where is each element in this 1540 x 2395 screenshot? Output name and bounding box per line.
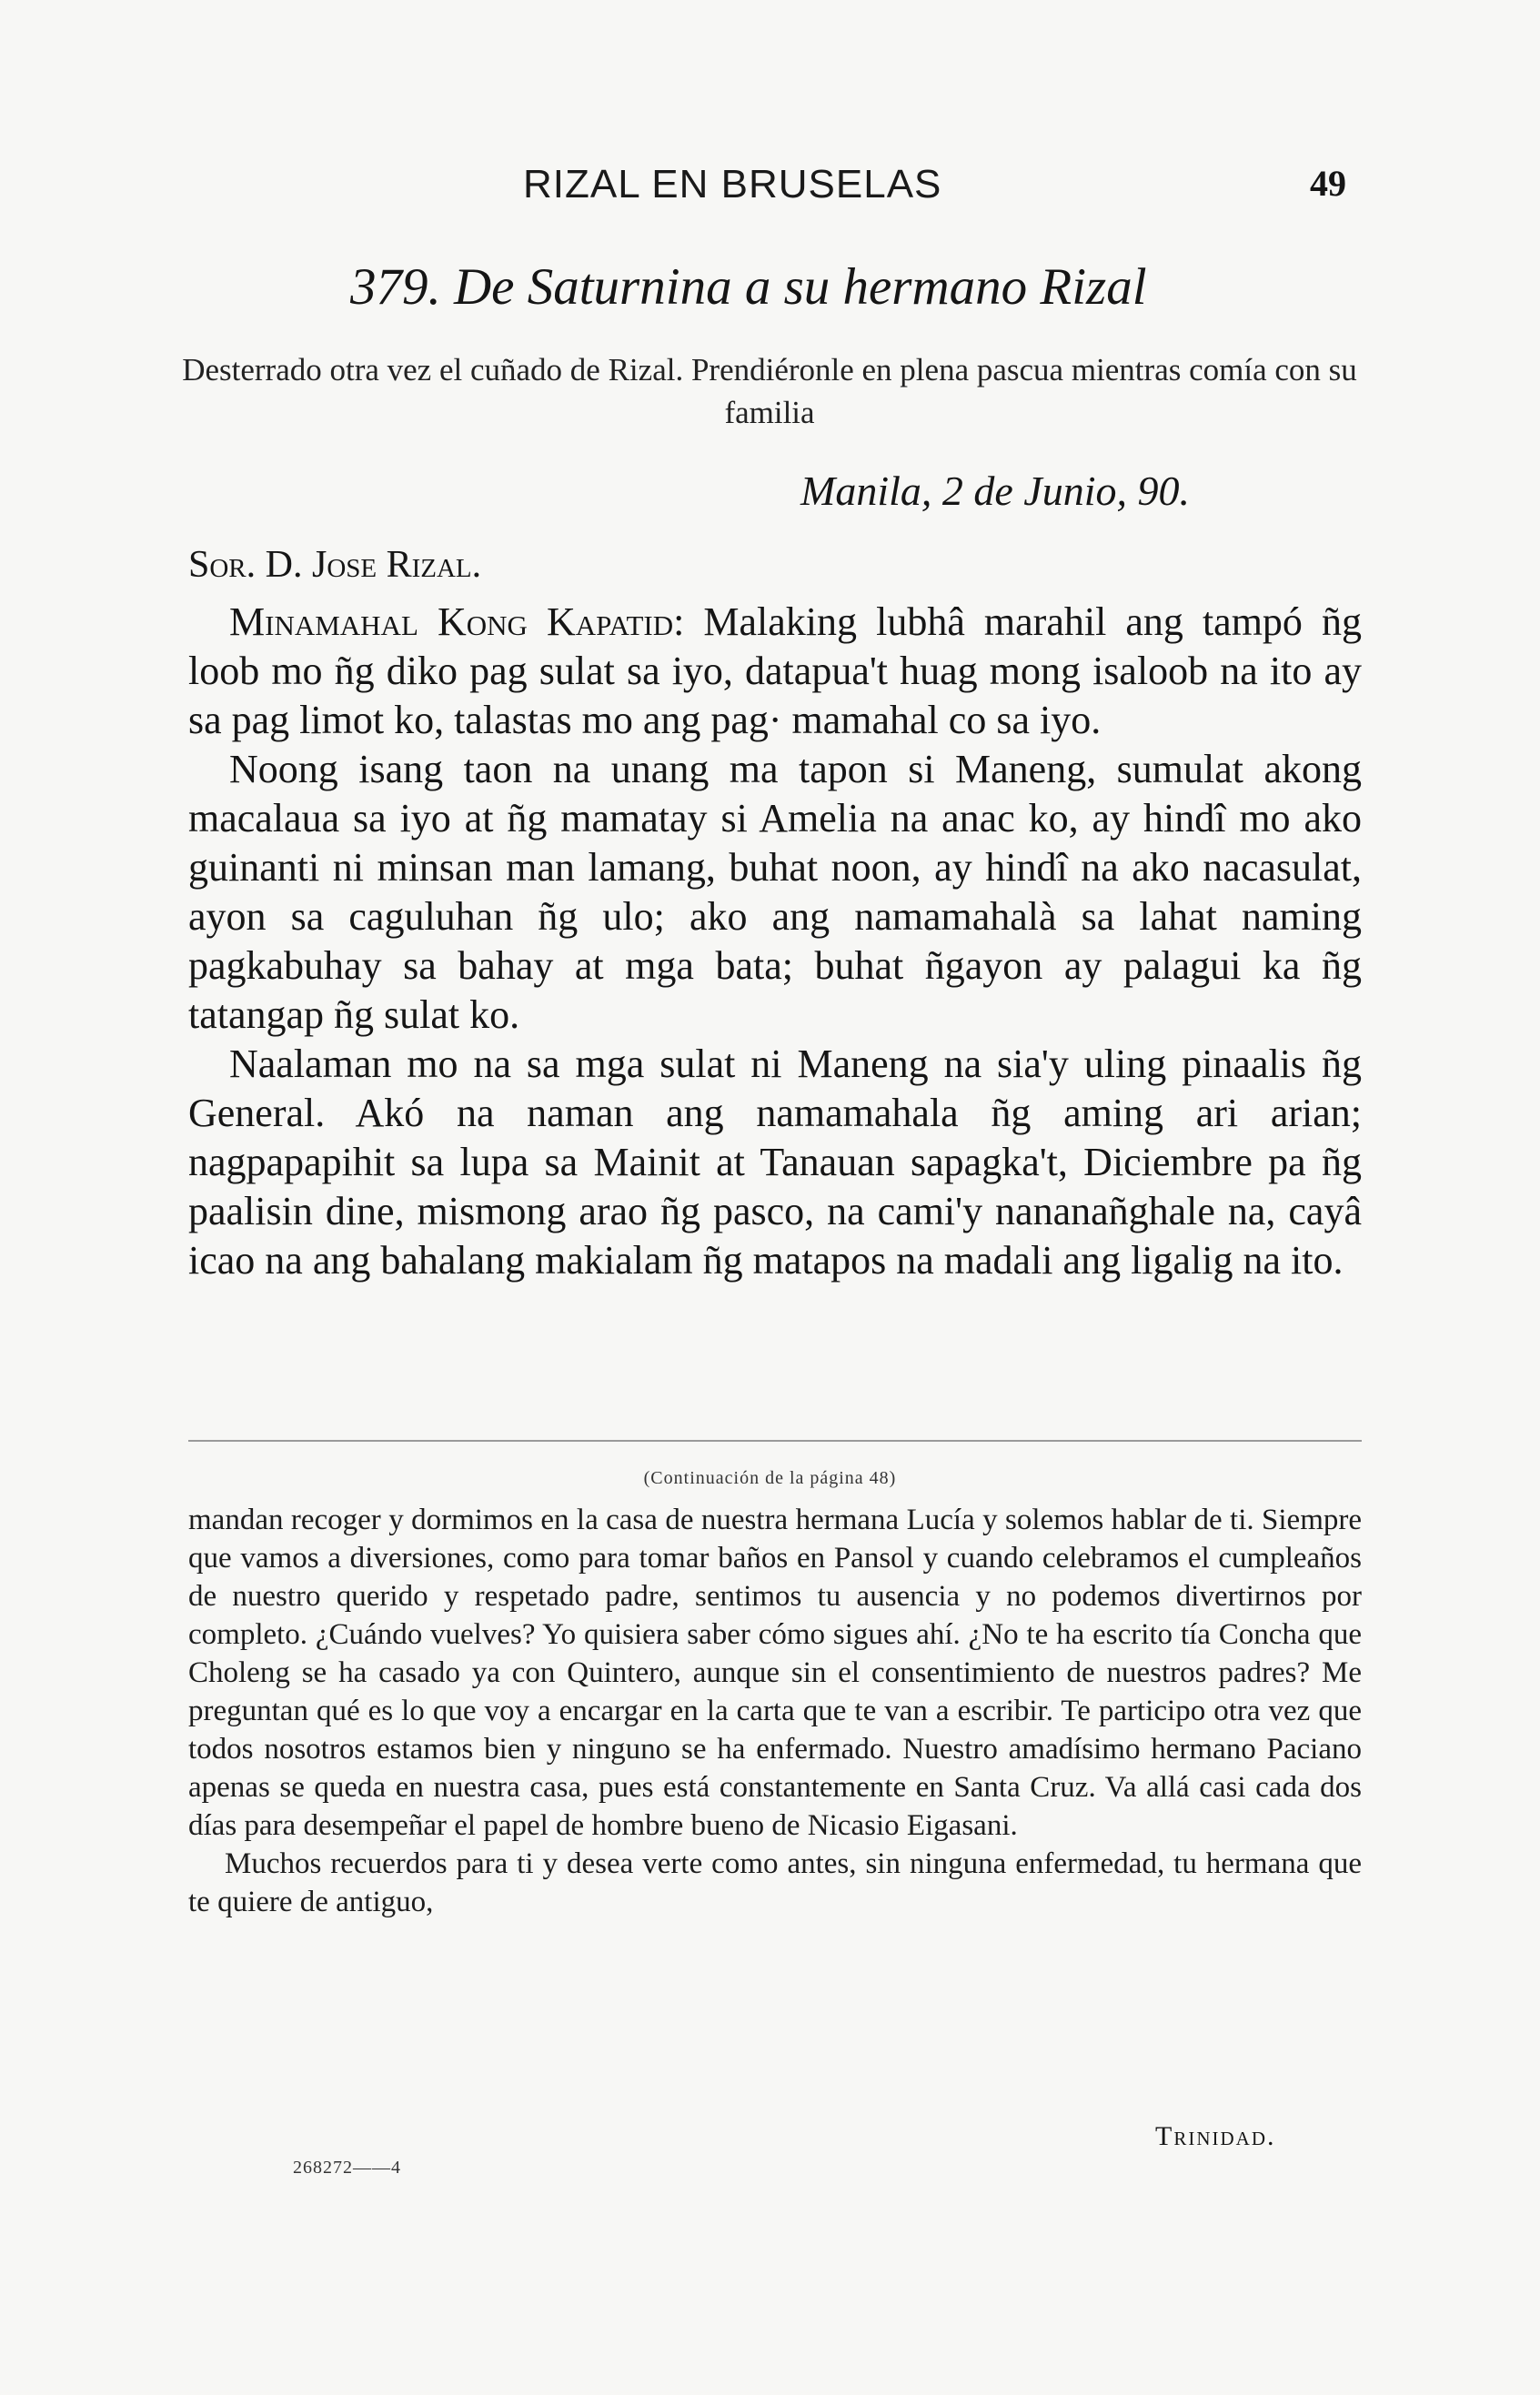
addressee-text: Sor. D. Jose Rizal. xyxy=(188,544,482,586)
footnote-paragraph: Muchos recuerdos para ti y desea verte como antes, sin ninguna enfermedad, tu hermana que te quiere de antiguo, xyxy=(188,1847,1362,1918)
footnote-signature: Trinidad. xyxy=(1155,2121,1276,2151)
letter-paragraph: Naalaman mo na sa mga sulat ni Maneng na sia'y uling pinaalis ñg General. Akó na naman ang namamahala ñg aming ari arian; nagpapapihit sa lupa sa Mainit at Tanauan sapagka't, Diciembre pa ñg paalisin dine, mismong arao ñg pasco, na cami'y nananañghale na, cayâ icao na ang bahalang makialam ñg matapos na madali ang ligalig na ito. xyxy=(188,1042,1362,1283)
continuation-note: (Continuación de la página 48) xyxy=(643,1468,897,1488)
letter-salutation: Minamahal Kong Kapatid: xyxy=(229,599,685,644)
letter-heading: 379. De Saturnina a su hermano Rizal xyxy=(350,258,1147,316)
letter-addressee xyxy=(188,543,481,587)
printer-signature-mark: 268272——4 xyxy=(293,2158,401,2178)
footnote-divider xyxy=(188,1440,1362,1442)
page-number: 49 xyxy=(1310,163,1346,204)
letter-date-line: Manila, 2 de Junio, 90. xyxy=(800,468,1190,514)
letter-body xyxy=(188,598,1362,1285)
letter-paragraph-text: Malaking lubhâ marahil ang tampó ñg loob mo ñg diko pag sulat sa iyo, datapua't huag mong isaloob na ito ay sa pag limot ko, talastas mo ang pag· mamahal co sa iyo. xyxy=(188,599,1362,742)
running-head-title: RIZAL EN BRUSELAS xyxy=(523,162,942,206)
letter-summary: Desterrado otra vez el cuñado de Rizal. Prendiéronle en plena pascua mientras comía con su familia xyxy=(182,352,1357,430)
footnote-paragraph: mandan recoger y dormimos en la casa de nuestra hermana Lucía y solemos hablar de ti. Siempre que vamos a diversiones, como para tomar baños en Pansol y cuando celebramos el cumpleaños de nuestro querido y respetado padre, sentimos tu ausencia y no podemos divertirnos por completo. ¿Cuándo vuelves? Yo quisiera saber cómo sigues ahí. ¿No te ha escrito tía Concha que Choleng se ha casado ya con Quintero, aunque sin el consentimiento de nuestros padres? Me preguntan qué es lo que voy a encargar en la carta que te van a escribir. Te participo otra vez que todos nosotros estamos bien y ninguno se ha enfermado. Nuestro amadísimo hermano Paciano apenas se queda en nuestra casa, pues está constantemente en Santa Cruz. Va allá casi cada dos días para desempeñar el papel de hombre bueno de Nicasio Eigasani. xyxy=(188,1504,1362,1842)
letter-paragraph: Noong isang taon na unang ma tapon si Maneng, sumulat akong macalaua sa iyo at ñg mamatay si Amelia na anac ko, ay hindî mo ako guinanti ni minsan man lamang, buhat noon, ay hindî na ako nacasulat, ayon sa caguluhan ñg ulo; ako ang namamahalà sa lahat naming pagkabuhay sa bahay at mga bata; buhat ñgayon ay palagui ka ñg tatangap ñg sulat ko. xyxy=(188,747,1362,1037)
letter-paragraph xyxy=(188,598,1362,745)
footnote-body xyxy=(188,1501,1362,1921)
